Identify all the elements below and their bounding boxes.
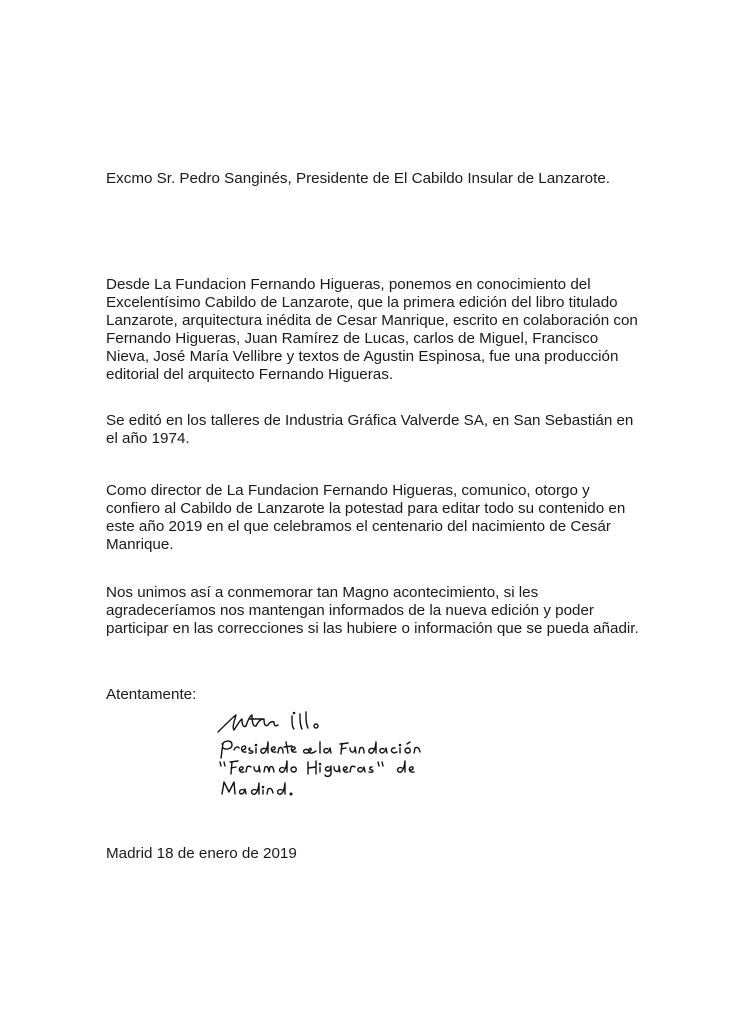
salutation: Excmo Sr. Pedro Sanginés, Presidente de El Cabildo Insular de Lanzarote. bbox=[106, 170, 611, 187]
paragraph-line: Fernando Higueras, Juan Ramírez de Lucas, carlos de Miguel, Francisco bbox=[106, 330, 599, 347]
paragraph-line: este año 2019 en el que celebramos el centenario del nacimiento de Cesár bbox=[106, 518, 611, 535]
signature-image bbox=[212, 710, 452, 815]
paragraph-line: Se editó en los talleres de Industria Gráfica Valverde SA, en San Sebastián en bbox=[106, 412, 634, 429]
paragraph-line: Como director de La Fundacion Fernando Higueras, comunico, otorgo y bbox=[106, 482, 590, 499]
paragraph-line: Lanzarote, arquitectura inédita de Cesar Manrique, escrito en colaboración con bbox=[106, 312, 638, 329]
paragraph-line: editorial del arquitecto Fernando Higueras. bbox=[106, 366, 394, 383]
paragraph-line: Excelentísimo Cabildo de Lanzarote, que la primera edición del libro titulado bbox=[106, 294, 618, 311]
paragraph-line: agradeceríamos nos mantengan informados de la nueva edición y poder bbox=[106, 602, 594, 619]
paragraph-request bbox=[106, 584, 666, 638]
date: Madrid 18 de enero de 2019 bbox=[106, 845, 297, 862]
paragraph-line: Desde La Fundacion Fernando Higueras, ponemos en conocimiento del bbox=[106, 276, 591, 293]
paragraph-printing bbox=[106, 412, 666, 448]
paragraph-intro bbox=[106, 276, 666, 384]
paragraph-authorization bbox=[106, 482, 666, 554]
handwritten-signature bbox=[212, 710, 452, 815]
paragraph-line: Nieva, José María Vellibre y textos de Agustin Espinosa, fue una producción bbox=[106, 348, 619, 365]
closing: Atentamente: bbox=[106, 686, 197, 703]
paragraph-line: Nos unimos así a conmemorar tan Magno acontecimiento, si les bbox=[106, 584, 539, 601]
paragraph-line: Manrique. bbox=[106, 536, 174, 553]
paragraph-line: confiero al Cabildo de Lanzarote la potestad para editar todo su contenido en bbox=[106, 500, 626, 517]
paragraph-line: participar en las correcciones si las hubiere o información que se pueda añadir. bbox=[106, 620, 639, 637]
paragraph-line: el año 1974. bbox=[106, 430, 190, 447]
